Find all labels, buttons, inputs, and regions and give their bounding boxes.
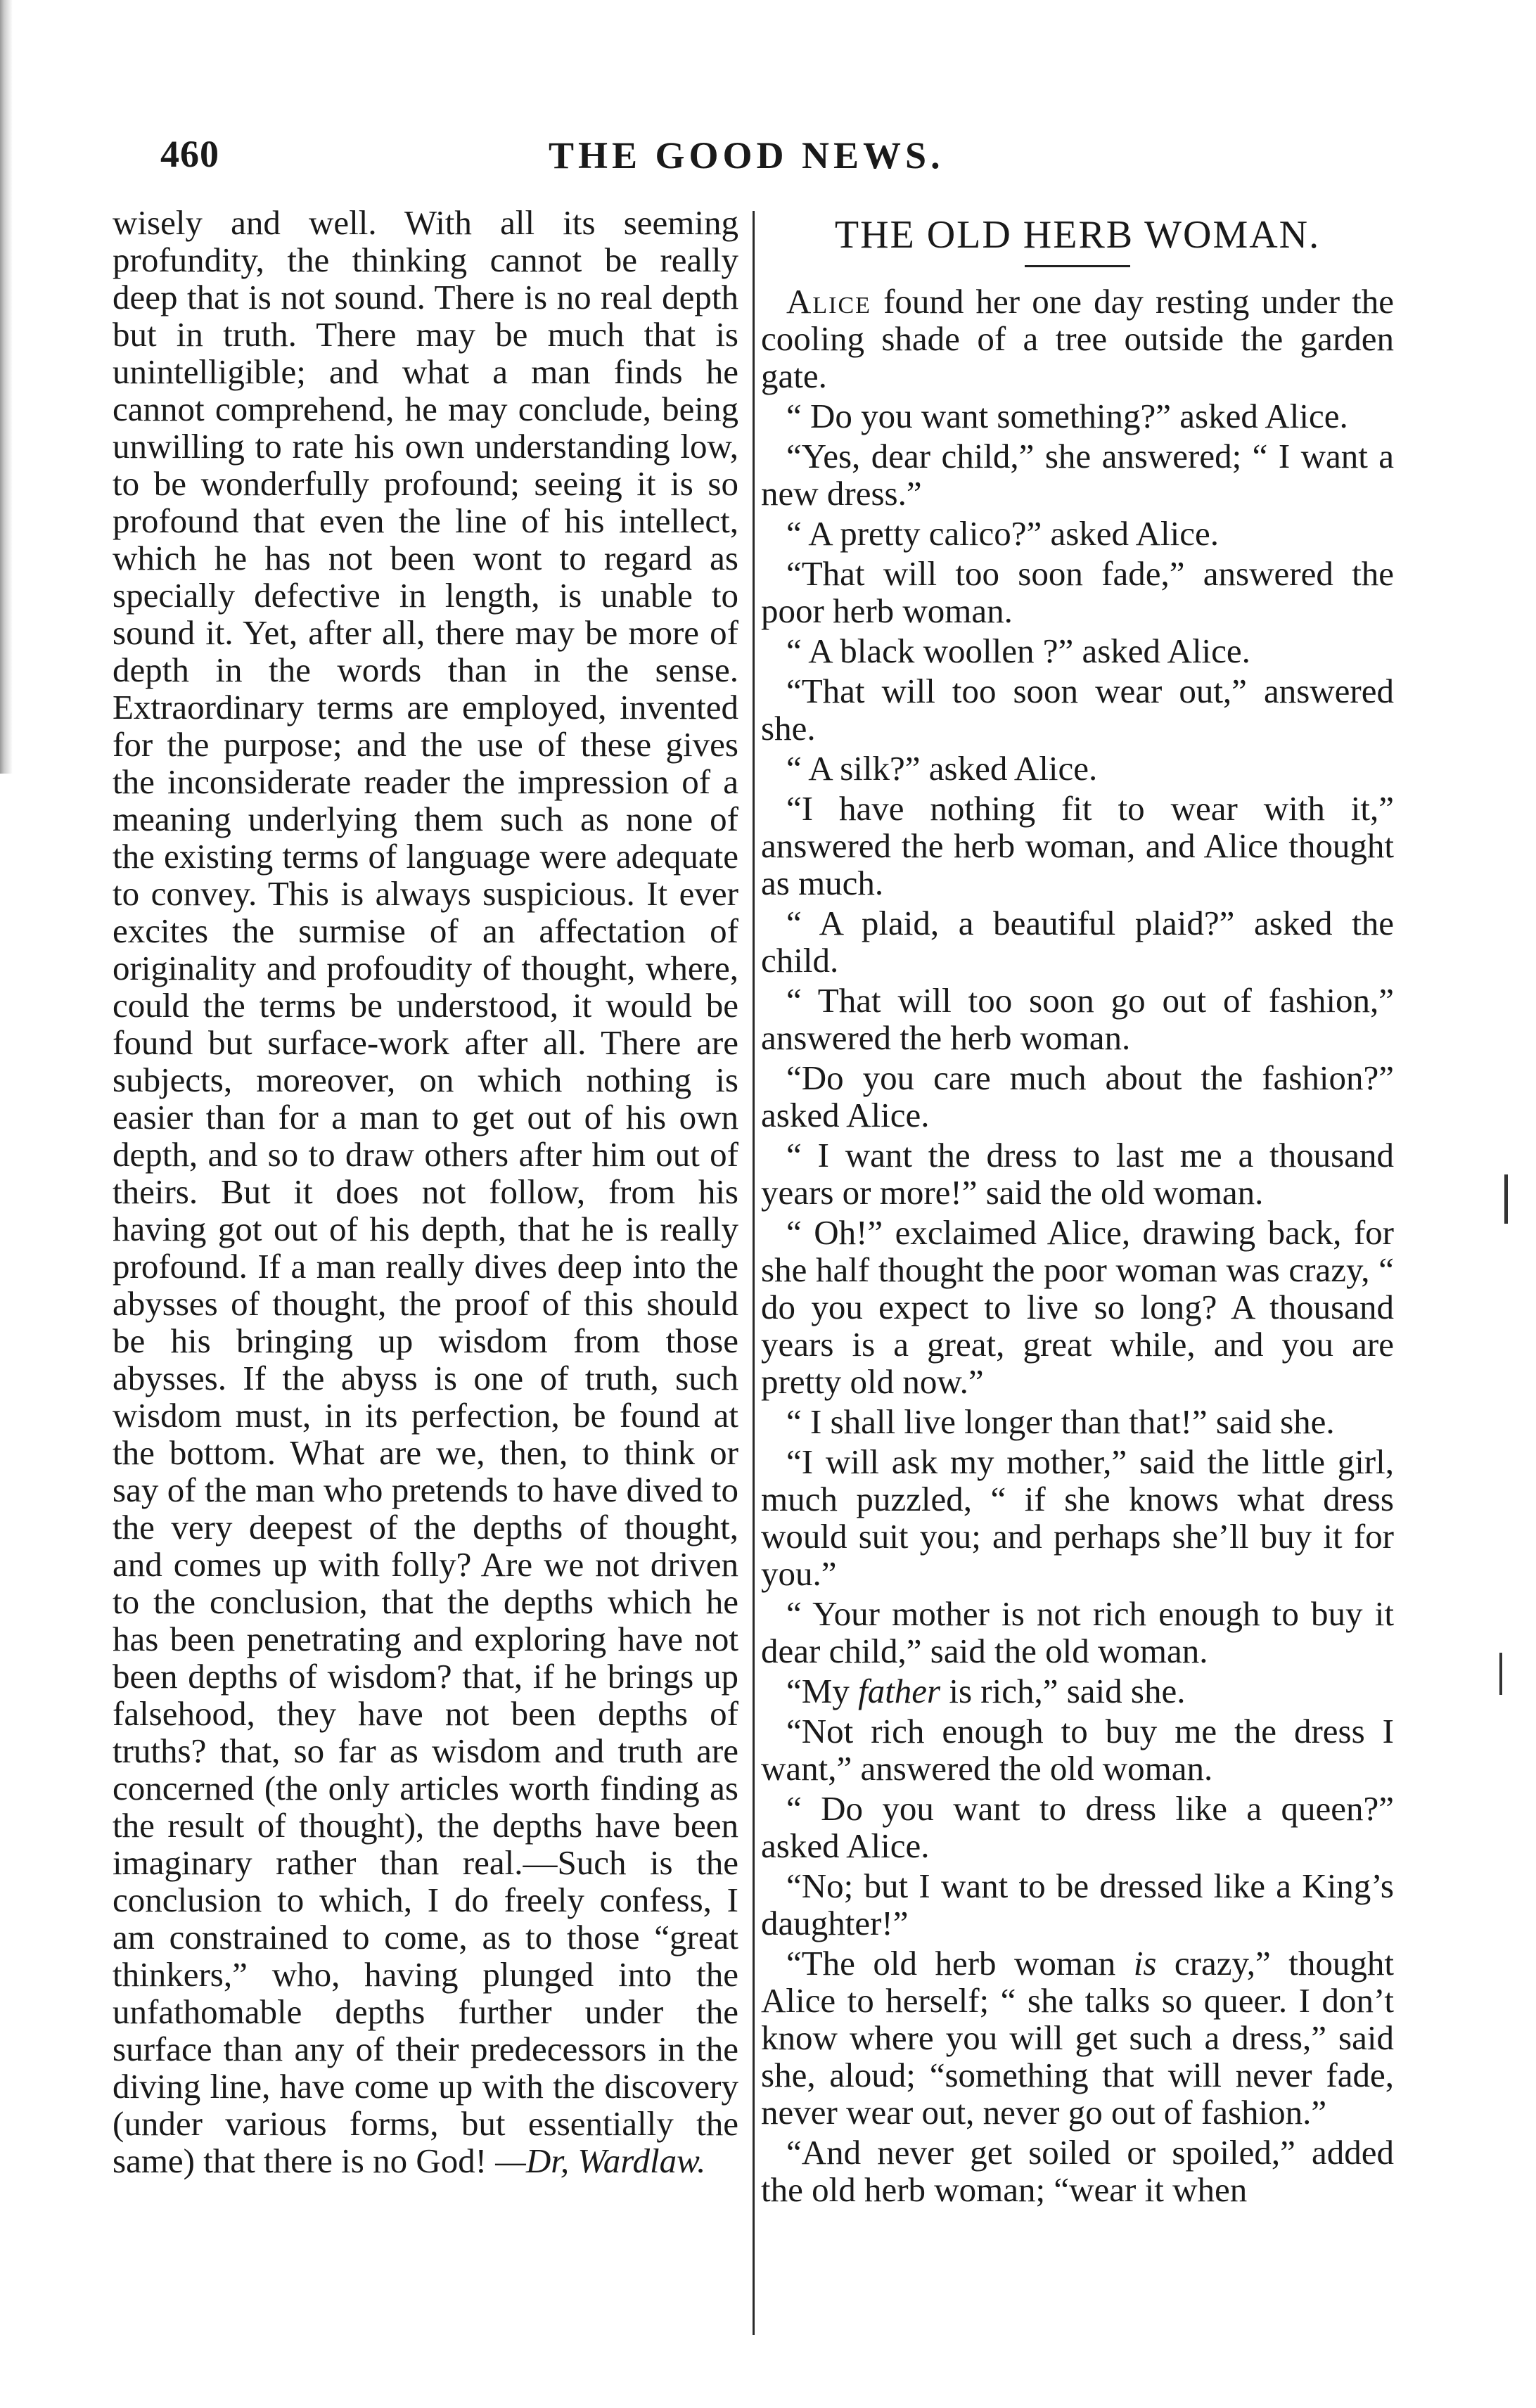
crazy-post: crazy,” thought Alice to herself; “ she talks so queer. I don’t know where you will get such a dress,” said she, aloud; “something that will never fade, never wear out, never go out of fashion.” xyxy=(761,1944,1395,2132)
page-number: 460 xyxy=(160,133,219,175)
paragraph: “ I want the dress to last me a thousand years or more!” said the old woman. xyxy=(761,1136,1394,1212)
paragraph: “ A silk?” asked Alice. xyxy=(786,749,1098,788)
column-divider xyxy=(753,211,755,2335)
paragraph: “I have nothing fit to wear with it,” answered the herb woman, and Alice thought as much. xyxy=(761,789,1394,902)
paragraph: “That will too soon wear out,” answered she. xyxy=(761,672,1394,748)
paragraph: “That will too soon fade,” answered the poor herb woman. xyxy=(761,554,1394,630)
paragraph: “No; but I want to be dressed like a King’s daughter!” xyxy=(761,1866,1394,1942)
left-column-text xyxy=(113,204,738,2179)
opening-paragraph xyxy=(761,283,1394,395)
left-column xyxy=(113,204,738,2179)
running-head: THE GOOD NEWS. xyxy=(549,134,945,177)
paragraph: “Yes, dear child,” she answered; “ I want a new dress.” xyxy=(761,437,1394,513)
scan-edge-shadow xyxy=(0,0,28,774)
father-pre: “My xyxy=(786,1672,859,1710)
father-paragraph xyxy=(761,1672,1394,1710)
left-column-body: wisely and well. With all its seeming profundity, the thinking cannot be really deep that is not sound. There is no real depth but in truth. There may be much that is unintelligible; and what a man finds he cannot comprehend, he may conclude, being unwilling to rate his own understanding low, to be wonderfully profound; seeing it is so profound that even the line of his intellect, which he has not been wont to regard as specially defective in length, is unable to sound it. Yet, after all, there may be more of depth in the words than in the sense. Extraordinary terms are employed, invented for the purpose; and the use of these gives the inconsiderate reader the impression of a meaning underlying them such as none of the existing terms of language were adequate to convey. This is always suspicious. It ever excites the surmise of an affectation of originality and profoudity of thought, where, could the terms be understood, it would be found but surface-work after all. There are subjects, moreover, on which nothing is easier than for a man to get out of his own depth, and so to draw others after him out of theirs. But it does not follow, from his having got out of his depth, that he is really profound. If a man really dives deep into the abysses of thought, the proof of this should be his bringing up wisdom from those abysses. If the abyss is one of truth, such wisdom must, in its perfection, be found at the bottom. What are we, then, to think or say of the man who pretends to have dived to the very deepest of the depths of thought, and comes up with folly? Are we not driven to the conclusion, that the depths which he has been penetrating and exploring have not been depths of wisdom? that, if he brings up falsehood, they have not been depths of truths? that, so far as wisdom and truth are concerned (the only articles worth finding as the result of thought), the depths have been imaginary rather than real.—Such is the conclusion to which, I do freely confess, I am constrained to come, as to those “great thinkers,” who, having plunged into the unfathomable depths further under the surface than any of their predecessors in the diving line, have come up with the discovery (under various forms, but essentially the same) that there is no God! xyxy=(113,203,738,2180)
crazy-paragraph xyxy=(761,1945,1394,2131)
title-rule xyxy=(1025,265,1130,267)
right-column xyxy=(761,213,1395,2211)
father-post: is rich,” said she. xyxy=(940,1672,1186,1710)
attribution: —Dr, Wardlaw. xyxy=(495,2141,706,2180)
crazy-pre: “The old herb woman xyxy=(786,1944,1134,1983)
paragraph: “ Do you want to dress like a queen?” asked Alice. xyxy=(761,1789,1394,1865)
paragraph: “I will ask my mother,” said the little girl, much puzzled, “ if she knows what dress would suit you; and perhaps she’ll buy it for you.” xyxy=(761,1442,1394,1593)
last-paragraph: “And never get soiled or spoiled,” added the old herb woman; “wear it when xyxy=(761,2133,1394,2209)
paragraph: “ That will too soon go out of fashion,” answered the herb woman. xyxy=(761,981,1394,1057)
father-word: father xyxy=(858,1672,941,1710)
paragraph: “ Your mother is not rich enough to buy it dear child,” said the old woman. xyxy=(761,1594,1394,1670)
article-title: THE OLD HERB WOMAN. xyxy=(834,213,1321,257)
paragraph: “ A black woollen ?” asked Alice. xyxy=(786,632,1250,670)
crazy-word: is xyxy=(1133,1944,1157,1983)
margin-mark xyxy=(1499,1653,1502,1695)
paragraph: “ A plaid, a beautiful plaid?” asked the child. xyxy=(761,904,1394,980)
paragraph: “Do you care much about the fashion?” asked Alice. xyxy=(761,1058,1394,1134)
paragraph: “Not rich enough to buy me the dress I want,” answered the old woman. xyxy=(761,1712,1394,1788)
paragraph: “ A pretty calico?” asked Alice. xyxy=(786,514,1219,553)
opening-text: found her one day resting under the cooling shade of a tree outside the garden gate. xyxy=(761,282,1394,395)
paragraph: “ Oh!” exclaimed Alice, drawing back, for she half thought the poor woman was crazy, “ do you expect to live so long? A thousand years is a great, great while, and you are pretty old now.” xyxy=(761,1213,1394,1401)
margin-mark xyxy=(1504,1174,1508,1224)
paragraph: “ Do you want something?” asked Alice. xyxy=(786,397,1348,435)
paragraph: “ I shall live longer than that!” said she. xyxy=(786,1402,1335,1441)
dropcap-word: Alice xyxy=(786,282,871,321)
